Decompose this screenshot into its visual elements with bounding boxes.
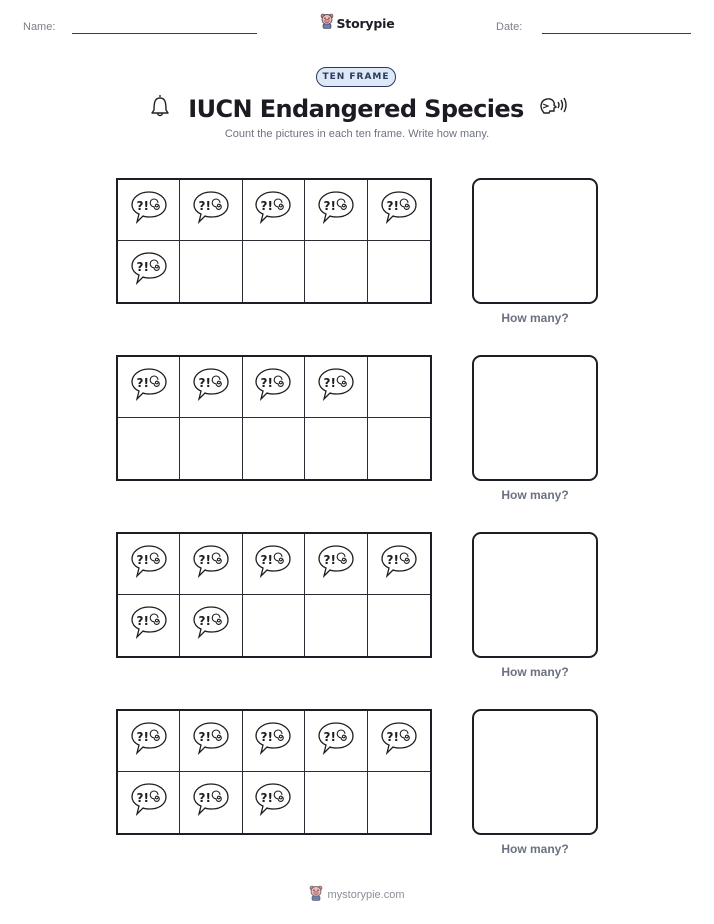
ten-frame <box>116 178 432 304</box>
ten-frame-cell <box>180 357 242 418</box>
svg-text:?!: ?! <box>323 729 336 744</box>
ten-frame-cell <box>243 418 305 479</box>
ten-frame-cell <box>368 418 430 479</box>
speech-bubble-exclamation-swirl-icon <box>253 366 293 409</box>
ten-frame-cell <box>305 595 367 656</box>
svg-text:?!: ?! <box>136 198 149 213</box>
speech-bubble-exclamation-swirl-icon <box>191 720 231 763</box>
speech-bubble-exclamation-swirl-icon <box>129 250 169 293</box>
ten-frame-cell <box>368 357 430 418</box>
svg-text:?!: ?! <box>136 260 149 274</box>
svg-text:?!: ?! <box>136 614 149 628</box>
svg-text:?!: ?! <box>260 198 274 213</box>
ten-frame-cell <box>243 534 305 595</box>
ten-frame-cell <box>243 357 305 418</box>
ten-frame-cell <box>305 357 367 418</box>
ten-frame-cell <box>243 772 305 833</box>
ten-frame-cell <box>118 534 180 595</box>
svg-text:?!: ?! <box>386 552 399 567</box>
ten-frame-cell <box>243 711 305 772</box>
speech-bubble-exclamation-swirl-icon <box>379 543 419 586</box>
speech-bubble-exclamation-swirl-icon <box>129 604 169 647</box>
svg-text:?!: ?! <box>198 198 212 213</box>
svg-text:?!: ?! <box>198 375 212 390</box>
ten-frame-cell <box>118 418 180 479</box>
speech-bubble-exclamation-swirl-icon <box>316 366 356 409</box>
ten-frame-cell <box>368 772 430 833</box>
svg-text:?!: ?! <box>323 198 336 213</box>
ten-frame-cell <box>180 595 242 656</box>
speech-bubble-exclamation-swirl-icon <box>129 720 169 763</box>
ten-frame <box>116 709 432 835</box>
svg-text:?!: ?! <box>198 614 212 628</box>
speech-bubble-exclamation-swirl-icon <box>191 189 231 232</box>
speech-bubble-exclamation-swirl-icon <box>316 543 356 586</box>
brand-name: Storypie <box>336 16 395 31</box>
svg-text:?!: ?! <box>136 552 149 567</box>
svg-text:?!: ?! <box>260 729 274 744</box>
ten-frame <box>116 355 432 481</box>
speech-bubble-exclamation-swirl-icon <box>191 781 231 824</box>
footer-url: mystorypie.com <box>327 888 405 901</box>
speech-bubble-exclamation-swirl-icon <box>253 720 293 763</box>
bell-icon <box>146 92 174 125</box>
ten-frame-cell <box>305 180 367 241</box>
speech-bubble-exclamation-swirl-icon <box>316 189 356 232</box>
answer-box[interactable] <box>472 355 598 481</box>
speech-bubble-exclamation-swirl-icon <box>129 781 169 824</box>
speech-bubble-exclamation-swirl-icon <box>253 781 293 824</box>
speech-bubble-exclamation-swirl-icon <box>191 543 231 586</box>
svg-text:?!: ?! <box>136 729 149 744</box>
ten-frame-cell <box>180 418 242 479</box>
ten-frame <box>116 532 432 658</box>
ten-frame-cell <box>368 180 430 241</box>
how-many-label: How many? <box>501 842 569 856</box>
answer-box[interactable] <box>472 532 598 658</box>
svg-text:?!: ?! <box>136 791 149 805</box>
pig-mascot-icon <box>320 13 334 34</box>
title-row <box>0 92 714 125</box>
ten-frame-cell <box>305 772 367 833</box>
svg-text:?!: ?! <box>386 729 399 744</box>
ten-frame-cell <box>118 595 180 656</box>
ten-frame-cell <box>305 534 367 595</box>
ten-frame-cell <box>118 772 180 833</box>
speech-bubble-exclamation-swirl-icon <box>191 604 231 647</box>
svg-text:?!: ?! <box>260 375 274 390</box>
speech-bubble-exclamation-swirl-icon <box>129 189 169 232</box>
page-title: IUCN Endangered Species <box>188 94 524 123</box>
ten-frame-cell <box>243 241 305 302</box>
pig-mascot-icon <box>309 885 323 904</box>
svg-text:?!: ?! <box>323 552 336 567</box>
speech-bubble-exclamation-swirl-icon <box>191 366 231 409</box>
answer-box[interactable] <box>472 709 598 835</box>
speech-bubble-exclamation-swirl-icon <box>253 543 293 586</box>
ten-frame-cell <box>368 711 430 772</box>
speech-bubble-exclamation-swirl-icon <box>129 543 169 586</box>
ten-frame-cell <box>180 711 242 772</box>
ten-frame-cell <box>368 241 430 302</box>
speech-bubble-exclamation-swirl-icon <box>316 720 356 763</box>
svg-text:?!: ?! <box>198 552 212 567</box>
svg-text:?!: ?! <box>386 198 399 213</box>
ten-frame-cell <box>180 772 242 833</box>
svg-text:?!: ?! <box>323 375 336 390</box>
ten-frame-cell <box>118 357 180 418</box>
svg-text:?!: ?! <box>198 729 212 744</box>
ten-frame-cell <box>118 241 180 302</box>
ten-frame-cell <box>118 711 180 772</box>
instructions: Count the pictures in each ten frame. Write how many. <box>224 128 490 140</box>
speech-bubble-exclamation-swirl-icon <box>129 366 169 409</box>
ten-frame-cell <box>180 180 242 241</box>
speaking-head-icon <box>538 94 568 123</box>
speech-bubble-exclamation-swirl-icon <box>379 720 419 763</box>
ten-frame-cell <box>368 534 430 595</box>
ten-frame-cell <box>243 595 305 656</box>
svg-text:?!: ?! <box>260 552 274 567</box>
ten-frame-cell <box>305 711 367 772</box>
ten-frame-cell <box>118 180 180 241</box>
ten-frame-cell <box>305 418 367 479</box>
footer <box>0 885 714 904</box>
brand-logo <box>0 13 714 34</box>
answer-box[interactable] <box>472 178 598 304</box>
ten-frame-cell <box>243 180 305 241</box>
svg-text:?!: ?! <box>198 791 212 805</box>
ten-frame-cell <box>180 241 242 302</box>
worksheet-type-badge: TEN FRAME <box>316 67 396 87</box>
how-many-label: How many? <box>501 665 569 679</box>
ten-frame-cell <box>305 241 367 302</box>
how-many-label: How many? <box>501 311 569 325</box>
date-line[interactable] <box>542 33 691 34</box>
name-label: Name: <box>23 21 56 33</box>
svg-text:?!: ?! <box>260 791 274 805</box>
svg-text:?!: ?! <box>136 375 149 390</box>
speech-bubble-exclamation-swirl-icon <box>253 189 293 232</box>
ten-frame-cell <box>368 595 430 656</box>
ten-frame-cell <box>180 534 242 595</box>
how-many-label: How many? <box>501 488 569 502</box>
date-label: Date: <box>496 21 523 33</box>
speech-bubble-exclamation-swirl-icon <box>379 189 419 232</box>
